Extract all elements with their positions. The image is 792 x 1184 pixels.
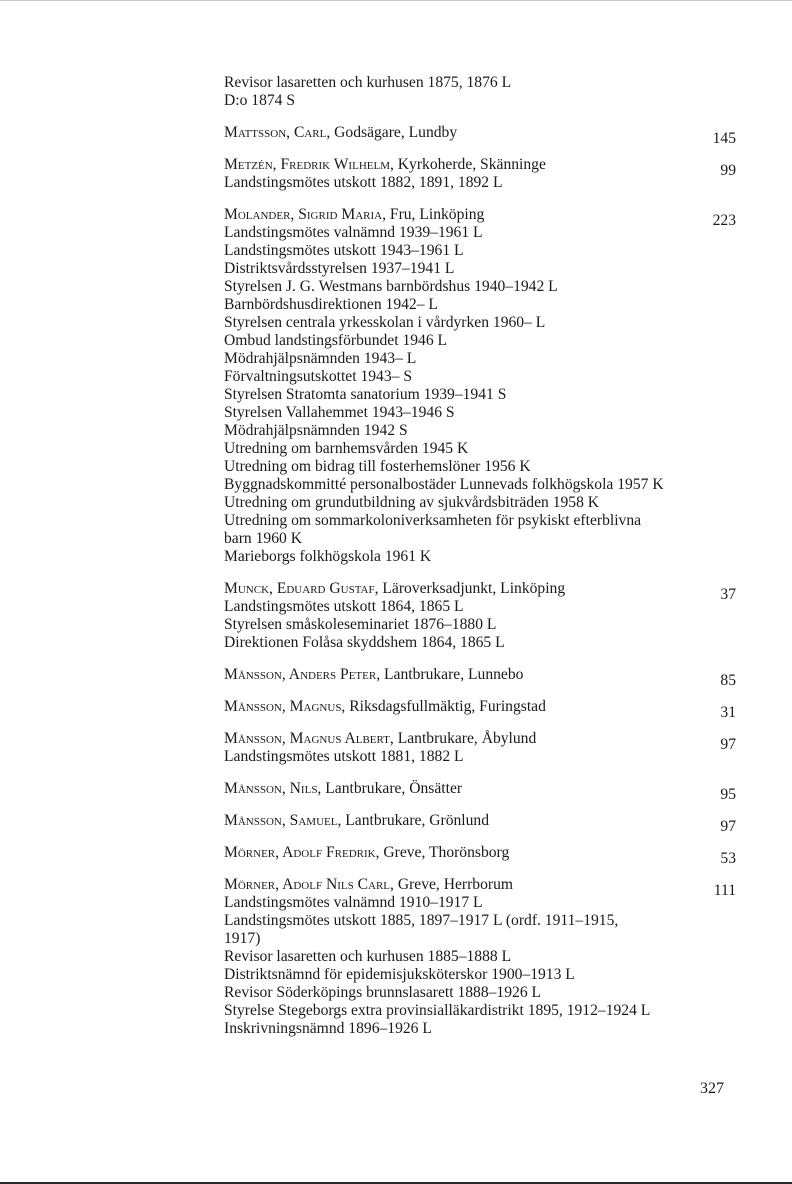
entry-page-ref: 31	[720, 704, 736, 721]
entry-title-place: Lantbrukare, Åbylund	[393, 730, 537, 747]
entry-page-ref: 85	[720, 672, 736, 689]
entry-heading	[224, 124, 740, 142]
entry-heading	[224, 844, 740, 862]
register-entry	[224, 124, 740, 147]
entry-list	[224, 124, 740, 1038]
entry-assignment-line: 1917)	[224, 930, 261, 947]
entry-name: Metzén, Fredrik Wilhelm,	[224, 156, 394, 173]
intro-block	[224, 74, 740, 110]
register-entry	[224, 580, 740, 652]
entry-page-ref: 97	[720, 818, 736, 835]
entry-name: Månsson, Samuel,	[224, 812, 342, 829]
entry-heading	[224, 812, 740, 830]
entry-assignment-line: Landstingsmötes valnämnd 1910–1917 L	[224, 894, 483, 911]
entry-heading	[224, 698, 740, 716]
entry-name: Mörner, Adolf Nils Carl,	[224, 876, 394, 893]
register-entry	[224, 206, 740, 566]
entry-title-place: Greve, Thorönsborg	[379, 844, 510, 861]
entry-assignment-line: Styrelsen Vallahemmet 1943–1946 S	[224, 404, 455, 421]
entry-page-ref: 97	[720, 736, 736, 753]
entry-assignment-line: Utredning om bidrag till fosterhemslöner 1956 K	[224, 458, 531, 475]
entry-assignment-line: Styrelse Stegeborgs extra provinsialläkardistrikt 1895, 1912–1924 L	[224, 1002, 651, 1019]
entry-title-place: Riksdagsfullmäktig, Furingstad	[345, 698, 546, 715]
entry-assignment-line: Landstingsmötes utskott 1882, 1891, 1892 L	[224, 174, 503, 191]
entry-page-ref: 37	[720, 586, 736, 603]
entry-title-place: Kyrkoherde, Skänninge	[393, 156, 546, 173]
register-content	[224, 74, 740, 1052]
entry-name: Månsson, Nils,	[224, 780, 322, 797]
entry-assignment-line: Mödrahjälpsnämnden 1942 S	[224, 422, 408, 439]
entry-page-ref: 53	[720, 850, 736, 867]
entry-assignment-line: Mödrahjälpsnämnden 1943– L	[224, 350, 417, 367]
entry-assignment-line: Marieborgs folkhögskola 1961 K	[224, 548, 432, 565]
top-rule	[0, 0, 792, 1]
entry-assignment-line: Utredning om grundutbildning av sjukvårdsbiträden 1958 K	[224, 494, 600, 511]
entry-assignment-line: Styrelsen Stratomta sanatorium 1939–1941 S	[224, 386, 507, 403]
entry-heading	[224, 206, 740, 224]
entry-assignment-line: Landstingsmötes utskott 1943–1961 L	[224, 242, 464, 259]
entry-heading	[224, 156, 740, 174]
entry-name: Munck, Eduard Gustaf,	[224, 580, 379, 597]
register-entry	[224, 876, 740, 1038]
entry-name: Mattsson, Carl,	[224, 124, 331, 141]
entry-page-ref: 145	[712, 130, 736, 147]
register-entry	[224, 156, 740, 192]
entry-title-place: Greve, Herrborum	[393, 876, 514, 893]
entry-title-place: Lantbrukare, Lunnebo	[380, 666, 524, 683]
entry-assignment-line: Byggnadskommitté personalbostäder Lunnevads folkhögskola 1957 K	[224, 476, 664, 493]
intro-line: Revisor lasaretten och kurhusen 1875, 1876 L	[224, 74, 512, 91]
page-number: 327	[700, 1080, 724, 1097]
entry-assignment-line: barn 1960 K	[224, 530, 302, 547]
entry-assignment-line: Distriktsvårdsstyrelsen 1937–1941 L	[224, 260, 455, 277]
entry-page-ref: 223	[712, 212, 736, 229]
entry-assignment-line: Landstingsmötes utskott 1864, 1865 L	[224, 598, 464, 615]
entry-title-place: Fru, Linköping	[386, 206, 485, 223]
register-entry	[224, 780, 740, 803]
entry-name: Månsson, Magnus Albert,	[224, 730, 394, 747]
register-entry	[224, 666, 740, 689]
entry-heading	[224, 876, 740, 894]
register-entry	[224, 812, 740, 835]
entry-name: Mörner, Adolf Fredrik,	[224, 844, 380, 861]
register-entry	[224, 730, 740, 766]
entry-assignment-line: Direktionen Folåsa skyddshem 1864, 1865 L	[224, 634, 505, 651]
entry-name: Månsson, Anders Peter,	[224, 666, 381, 683]
entry-assignment-line: Distriktsnämnd för epidemisjuksköterskor 1900–1913 L	[224, 966, 575, 983]
entry-heading	[224, 666, 740, 684]
entry-title-place: Lantbrukare, Grönlund	[341, 812, 490, 829]
entry-assignment-line: Inskrivningsnämnd 1896–1926 L	[224, 1020, 432, 1037]
entry-page-ref: 99	[720, 162, 736, 179]
entry-assignment-line: Styrelsen småskoleseminariet 1876–1880 L	[224, 616, 497, 633]
entry-title-place: Godsägare, Lundby	[330, 124, 458, 141]
entry-name: Molander, Sigrid Maria,	[224, 206, 386, 223]
entry-heading	[224, 730, 740, 748]
entry-heading	[224, 780, 740, 798]
entry-assignment-line: Landstingsmötes utskott 1881, 1882 L	[224, 748, 464, 765]
entry-title-place: Lantbrukare, Önsätter	[321, 780, 463, 797]
entry-assignment-line: Landstingsmötes valnämnd 1939–1961 L	[224, 224, 483, 241]
entry-page-ref: 95	[720, 786, 736, 803]
entry-heading	[224, 580, 740, 598]
entry-assignment-line: Revisor Söderköpings brunnslasarett 1888–1926 L	[224, 984, 542, 1001]
entry-name: Månsson, Magnus,	[224, 698, 346, 715]
entry-assignment-line: Förvaltningsutskottet 1943– S	[224, 368, 413, 385]
entry-assignment-line: Revisor lasaretten och kurhusen 1885–1888 L	[224, 948, 512, 965]
register-entry	[224, 844, 740, 867]
entry-page-ref: 111	[713, 882, 736, 899]
register-entry	[224, 698, 740, 721]
entry-assignment-line: Styrelsen J. G. Westmans barnbördshus 1940–1942 L	[224, 278, 558, 295]
entry-assignment-line: Styrelsen centrala yrkesskolan i vårdyrken 1960– L	[224, 314, 546, 331]
entry-assignment-line: Ombud landstingsförbundet 1946 L	[224, 332, 448, 349]
entry-assignment-line: Utredning om sommarkoloniverksamheten för psykiskt efterblivna	[224, 512, 642, 529]
intro-line: D:o 1874 S	[224, 92, 296, 109]
entry-assignment-line: Landstingsmötes utskott 1885, 1897–1917 L (ordf. 1911–1915,	[224, 912, 619, 929]
entry-assignment-line: Utredning om barnhemsvården 1945 K	[224, 440, 469, 457]
entry-assignment-line: Barnbördshusdirektionen 1942– L	[224, 296, 438, 313]
entry-title-place: Läroverksadjunkt, Linköping	[378, 580, 566, 597]
